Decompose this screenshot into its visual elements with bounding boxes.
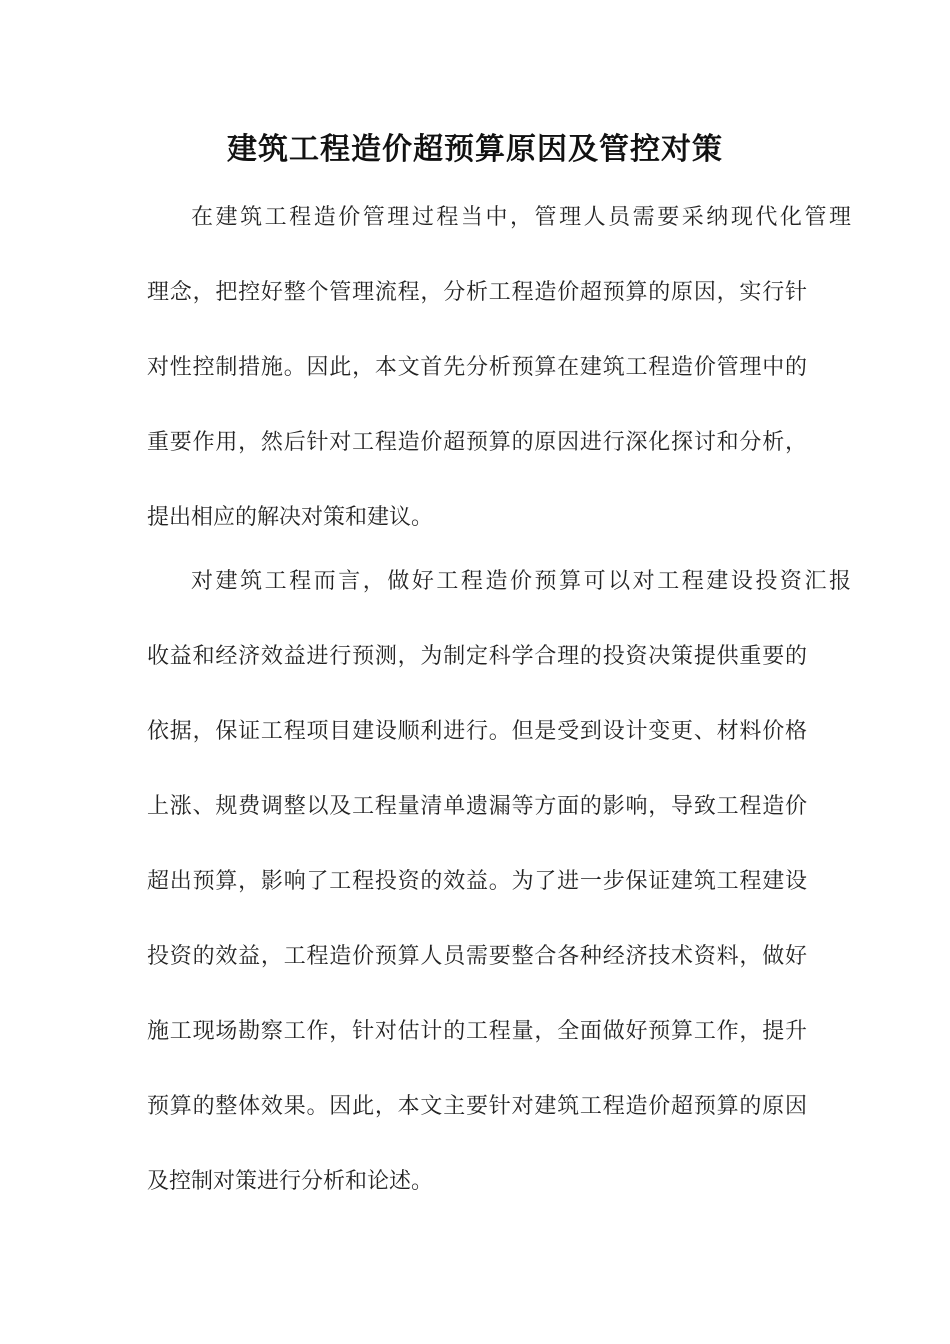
paragraph-2-line-2: 收益和经济效益进行预测，为制定科学合理的投资决策提供重要的 [147, 644, 807, 669]
paragraph-1-line-4: 重要作用，然后针对工程造价超预算的原因进行深化探讨和分析， [147, 430, 807, 455]
paragraph-2-line-6: 投资的效益，工程造价预算人员需要整合各种经济技术资料，做好 [147, 944, 807, 969]
paragraph-2-line-7: 施工现场勘察工作，针对估计的工程量，全面做好预算工作，提升 [147, 1019, 807, 1044]
paragraph-2-line-4: 上涨、规费调整以及工程量清单遗漏等方面的影响，导致工程造价 [147, 794, 807, 819]
paragraph-2-line-1: 对建筑工程而言，做好工程造价预算可以对工程建设投资汇报 [191, 569, 851, 594]
document-title: 建筑工程造价超预算原因及管控对策 [227, 132, 723, 167]
paragraph-1-line-3: 对性控制措施。因此，本文首先分析预算在建筑工程造价管理中的 [147, 355, 807, 380]
paragraph-1-line-2: 理念，把控好整个管理流程，分析工程造价超预算的原因，实行针 [147, 280, 807, 305]
paragraph-1-line-5: 提出相应的解决对策和建议。 [147, 505, 434, 530]
paragraph-1-line-1: 在建筑工程造价管理过程当中，管理人员需要采纳现代化管理 [191, 205, 851, 230]
paragraph-2-line-3: 依据，保证工程项目建设顺利进行。但是受到设计变更、材料价格 [147, 719, 807, 744]
paragraph-2-line-9: 及控制对策进行分析和论述。 [147, 1169, 434, 1194]
paragraph-2-line-8: 预算的整体效果。因此，本文主要针对建筑工程造价超预算的原因 [147, 1094, 807, 1119]
paragraph-2-line-5: 超出预算，影响了工程投资的效益。为了进一步保证建筑工程建设 [147, 869, 807, 894]
